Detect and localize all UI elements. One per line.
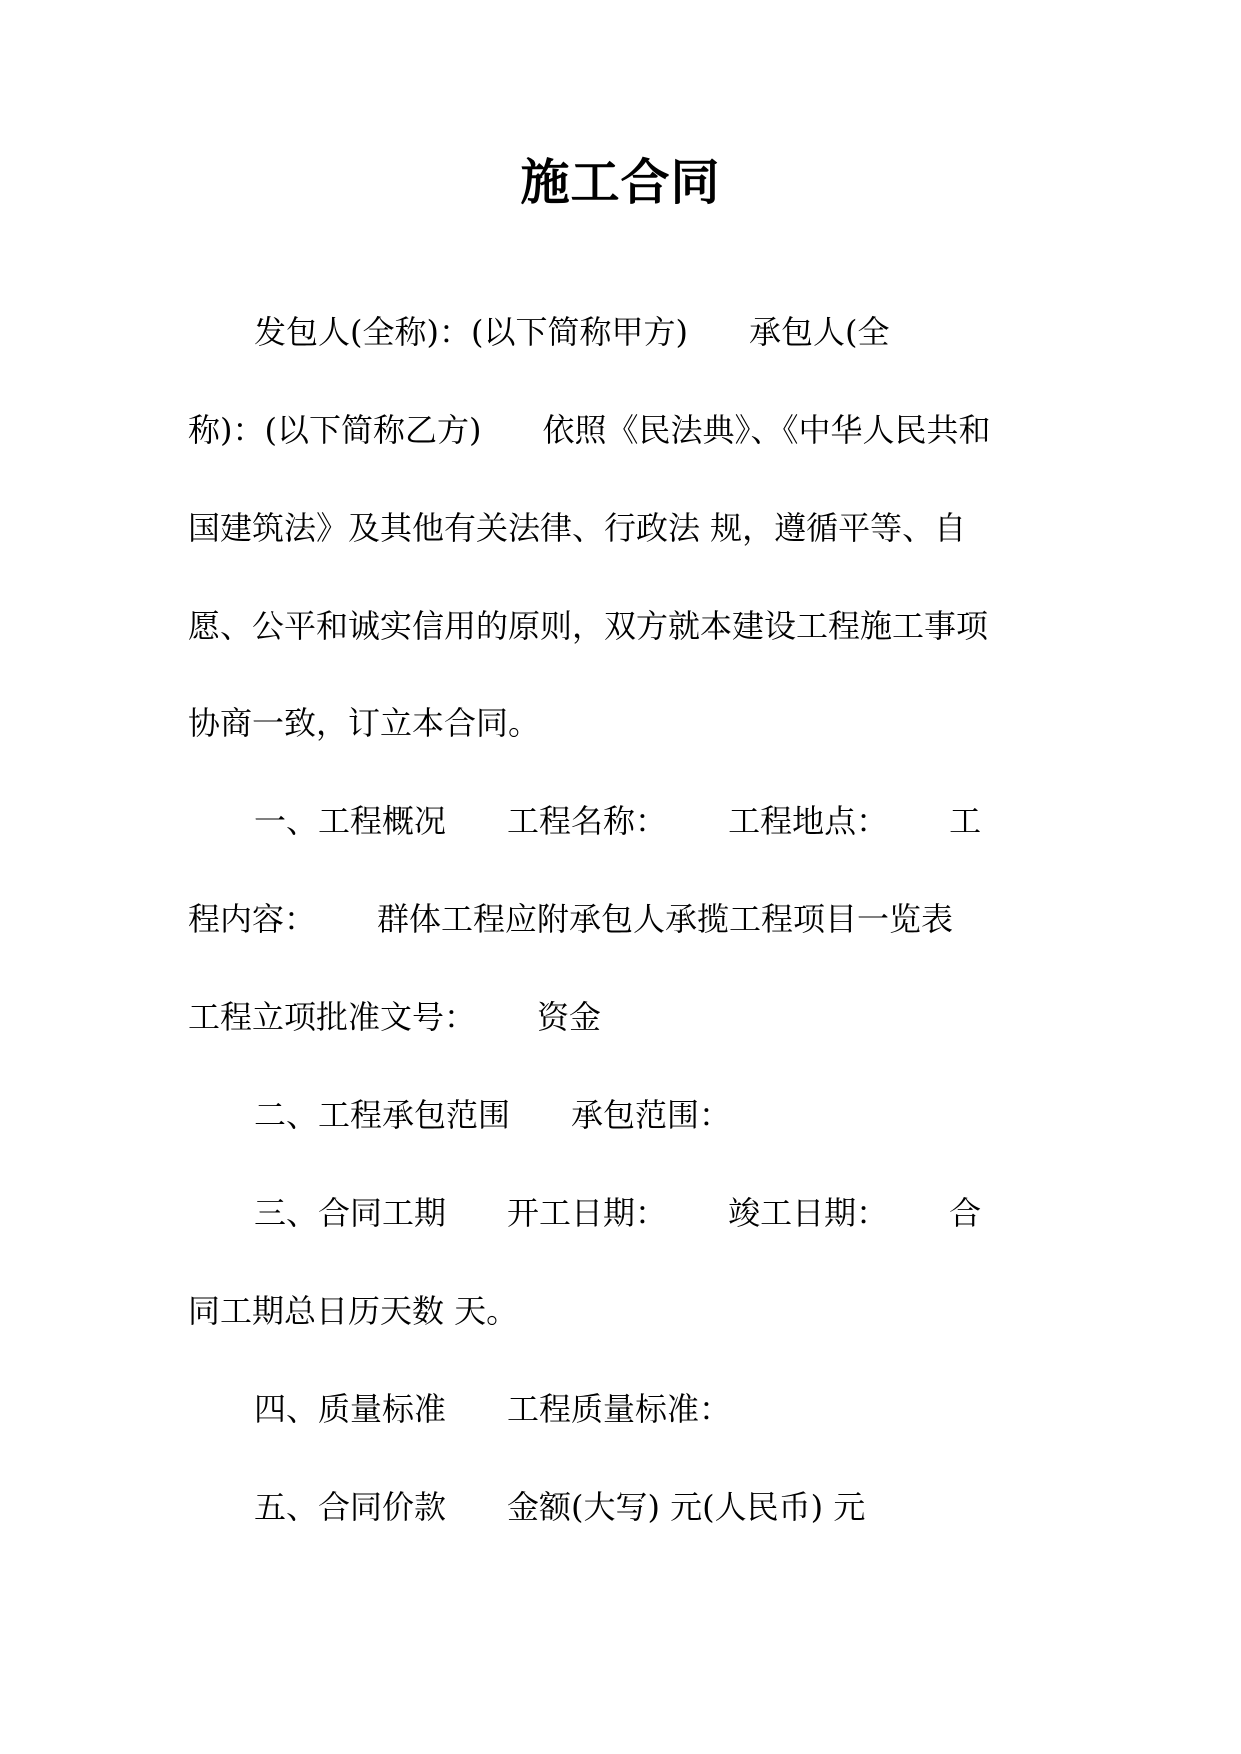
section-heading-line: 五、合同价款 金额(大写) 元(人民币) 元 (254, 1488, 866, 1526)
section-heading-line: 四、质量标准 工程质量标准： (254, 1390, 732, 1428)
paragraph-line: 愿、公平和诚实信用的原则，双方就本建设工程施工事项 (188, 607, 989, 645)
paragraph-line: 同工期总日历天数 天。 (188, 1292, 519, 1330)
paragraph-line: 称)：(以下简称乙方) 依照《民法典》、《中华人民共和 (188, 411, 991, 449)
section-heading-line: 二、工程承包范围 承包范围： (254, 1096, 732, 1134)
section-heading-line: 三、合同工期 开工日期： 竣工日期： 合 (254, 1194, 982, 1232)
paragraph-line: 程内容： 群体工程应附承包人承揽工程项目一览表 (188, 900, 954, 938)
paragraph-line: 协商一致，订立本合同。 (188, 704, 541, 742)
section-heading-line: 一、工程概况 工程名称： 工程地点： 工 (254, 802, 982, 840)
paragraph-line: 工程立项批准文号： 资金 (188, 998, 602, 1036)
paragraph-line: 发包人(全称)：(以下简称甲方) 承包人(全 (254, 313, 890, 351)
paragraph-line: 国建筑法》及其他有关法律、行政法 规，遵循平等、自 (188, 509, 967, 547)
document-title: 施工合同 (520, 153, 721, 211)
